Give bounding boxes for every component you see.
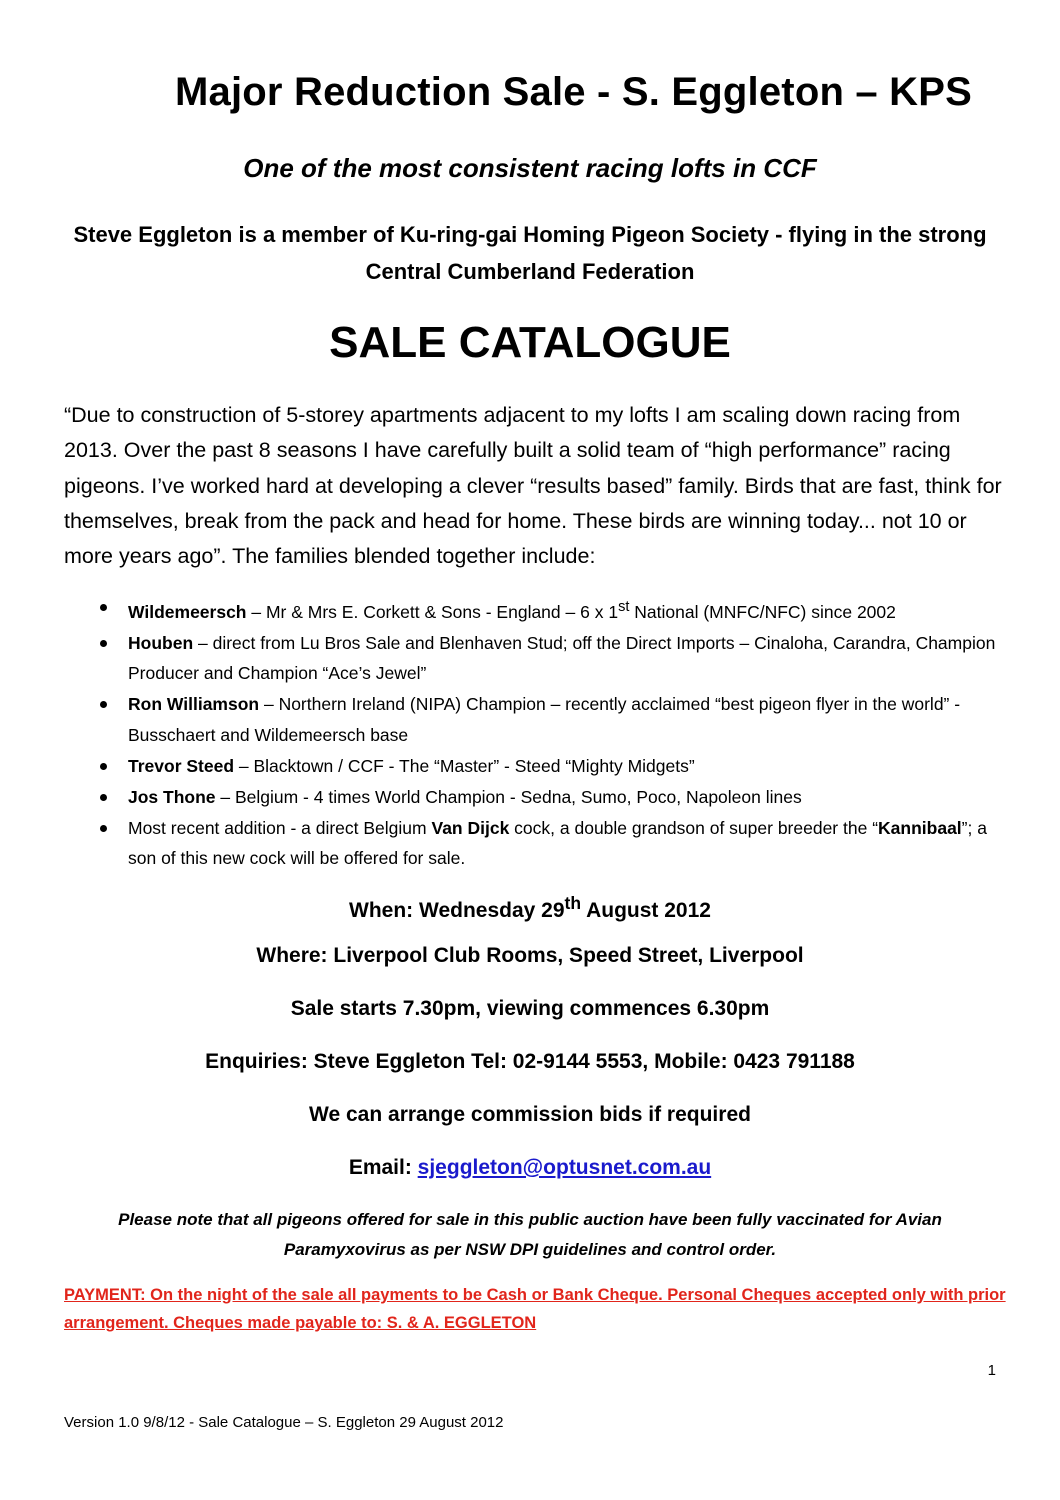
bullet-icon <box>100 640 107 647</box>
family-description: ”; a son of this new cock will be offered for sale. <box>128 817 987 869</box>
family-name: Van Dijck <box>431 817 510 838</box>
families-list <box>100 592 1000 874</box>
footer-version: Version 1.0 9/8/12 - Sale Catalogue – S. Eggleton 29 August 2012 <box>64 1414 504 1431</box>
family-description: – Mr & Mrs E. Corkett & Sons - England – 6 x 1 <box>246 601 619 622</box>
commission-bids: We can arrange commission bids if required <box>309 1103 751 1126</box>
sale-date <box>0 884 1060 937</box>
bullet-icon <box>100 794 107 801</box>
family-description: – Northern Ireland (NIPA) Champion – recently acclaimed “best pigeon flyer in the world” - Busschaert and Wildemeersch base <box>128 694 961 745</box>
family-description: cock, a double grandson of super breeder the “ <box>509 817 879 838</box>
email-label: Email: <box>348 1156 418 1179</box>
family-name: Wildemeersch <box>128 601 247 622</box>
vaccination-note: Please note that all pigeons offered for sale in this public auction have been fully vaccinated for Avian Paramyxovirus as per NSW DPI guidelines and control order. <box>118 1210 942 1259</box>
sale-date-suffix: August 2012 <box>581 899 711 922</box>
email-link[interactable]: sjeggleton@optusnet.com.au <box>417 1156 712 1179</box>
family-name: Jos Thone <box>128 786 216 807</box>
family-description: – Belgium - 4 times World Champion - Sedna, Sumo, Poco, Napoleon lines <box>215 786 802 807</box>
list-item <box>100 813 1000 874</box>
list-item <box>100 782 1000 813</box>
family-description: National (MNFC/NFC) since 2002 <box>629 601 896 622</box>
family-description: – direct from Lu Bros Sale and Blenhaven Stud; off the Direct Imports – Cinaloha, Carandra, Champion Producer and Champion “Ace’s Jewel” <box>128 632 996 684</box>
payment-notice: PAYMENT: On the night of the sale all payments to be Cash or Bank Cheque. Personal Cheques accepted only with prior arrangement. Cheques made payable to: S. & A. EGGLETON <box>64 1286 1006 1332</box>
sale-times: Sale starts 7.30pm, viewing commences 6.30pm <box>290 997 770 1020</box>
family-name: Ron Williamson <box>128 694 260 715</box>
family-description: Most recent addition - a direct Belgium <box>128 817 432 838</box>
page-number: 1 <box>987 1362 996 1379</box>
enquiries: Enquiries: Steve Eggleton Tel: 02-9144 5553, Mobile: 0423 791188 <box>205 1050 855 1073</box>
sale-date-prefix: When: Wednesday 29 <box>349 899 565 922</box>
bullet-icon <box>100 825 107 832</box>
list-item <box>100 628 1000 689</box>
bullet-icon <box>100 763 107 770</box>
quote-paragraph: “Due to construction of 5-storey apartments adjacent to my lofts I am scaling down racing from 2013. Over the past 8 seasons I have carefully built a solid team of “high performance” racing pigeons. I’ve worked hard at developing a clever “results based” family. Birds that are fast, think for themselves, break from the pack and head for home. These birds are winning today... not 10 or more years ago”. The families blended together include: <box>64 403 1002 569</box>
list-item <box>100 592 1000 627</box>
family-name: Trevor Steed <box>128 755 235 776</box>
family-name: Houben <box>128 632 194 653</box>
superscript: th <box>564 893 582 913</box>
intro-paragraph: Steve Eggleton is a member of Ku-ring-gai Homing Pigeon Society - flying in the strong Central Cumberland Federation <box>73 222 987 284</box>
family-name: Kannibaal <box>878 817 962 838</box>
superscript: st <box>618 599 630 615</box>
email-line <box>0 1149 1060 1202</box>
family-description: – Blacktown / CCF - The “Master” - Steed “Mighty Midgets” <box>234 755 695 776</box>
bullet-icon <box>100 604 107 611</box>
sale-location: Where: Liverpool Club Rooms, Speed Street, Liverpool <box>256 944 804 967</box>
list-item <box>100 751 1000 782</box>
catalogue-heading: SALE CATALOGUE <box>329 318 731 367</box>
bullet-icon <box>100 701 107 708</box>
list-item <box>100 689 1000 750</box>
page-title: Major Reduction Sale - S. Eggleton – KPS <box>175 70 973 114</box>
sale-details <box>0 884 1060 1202</box>
subtitle: One of the most consistent racing lofts in CCF <box>243 153 817 183</box>
